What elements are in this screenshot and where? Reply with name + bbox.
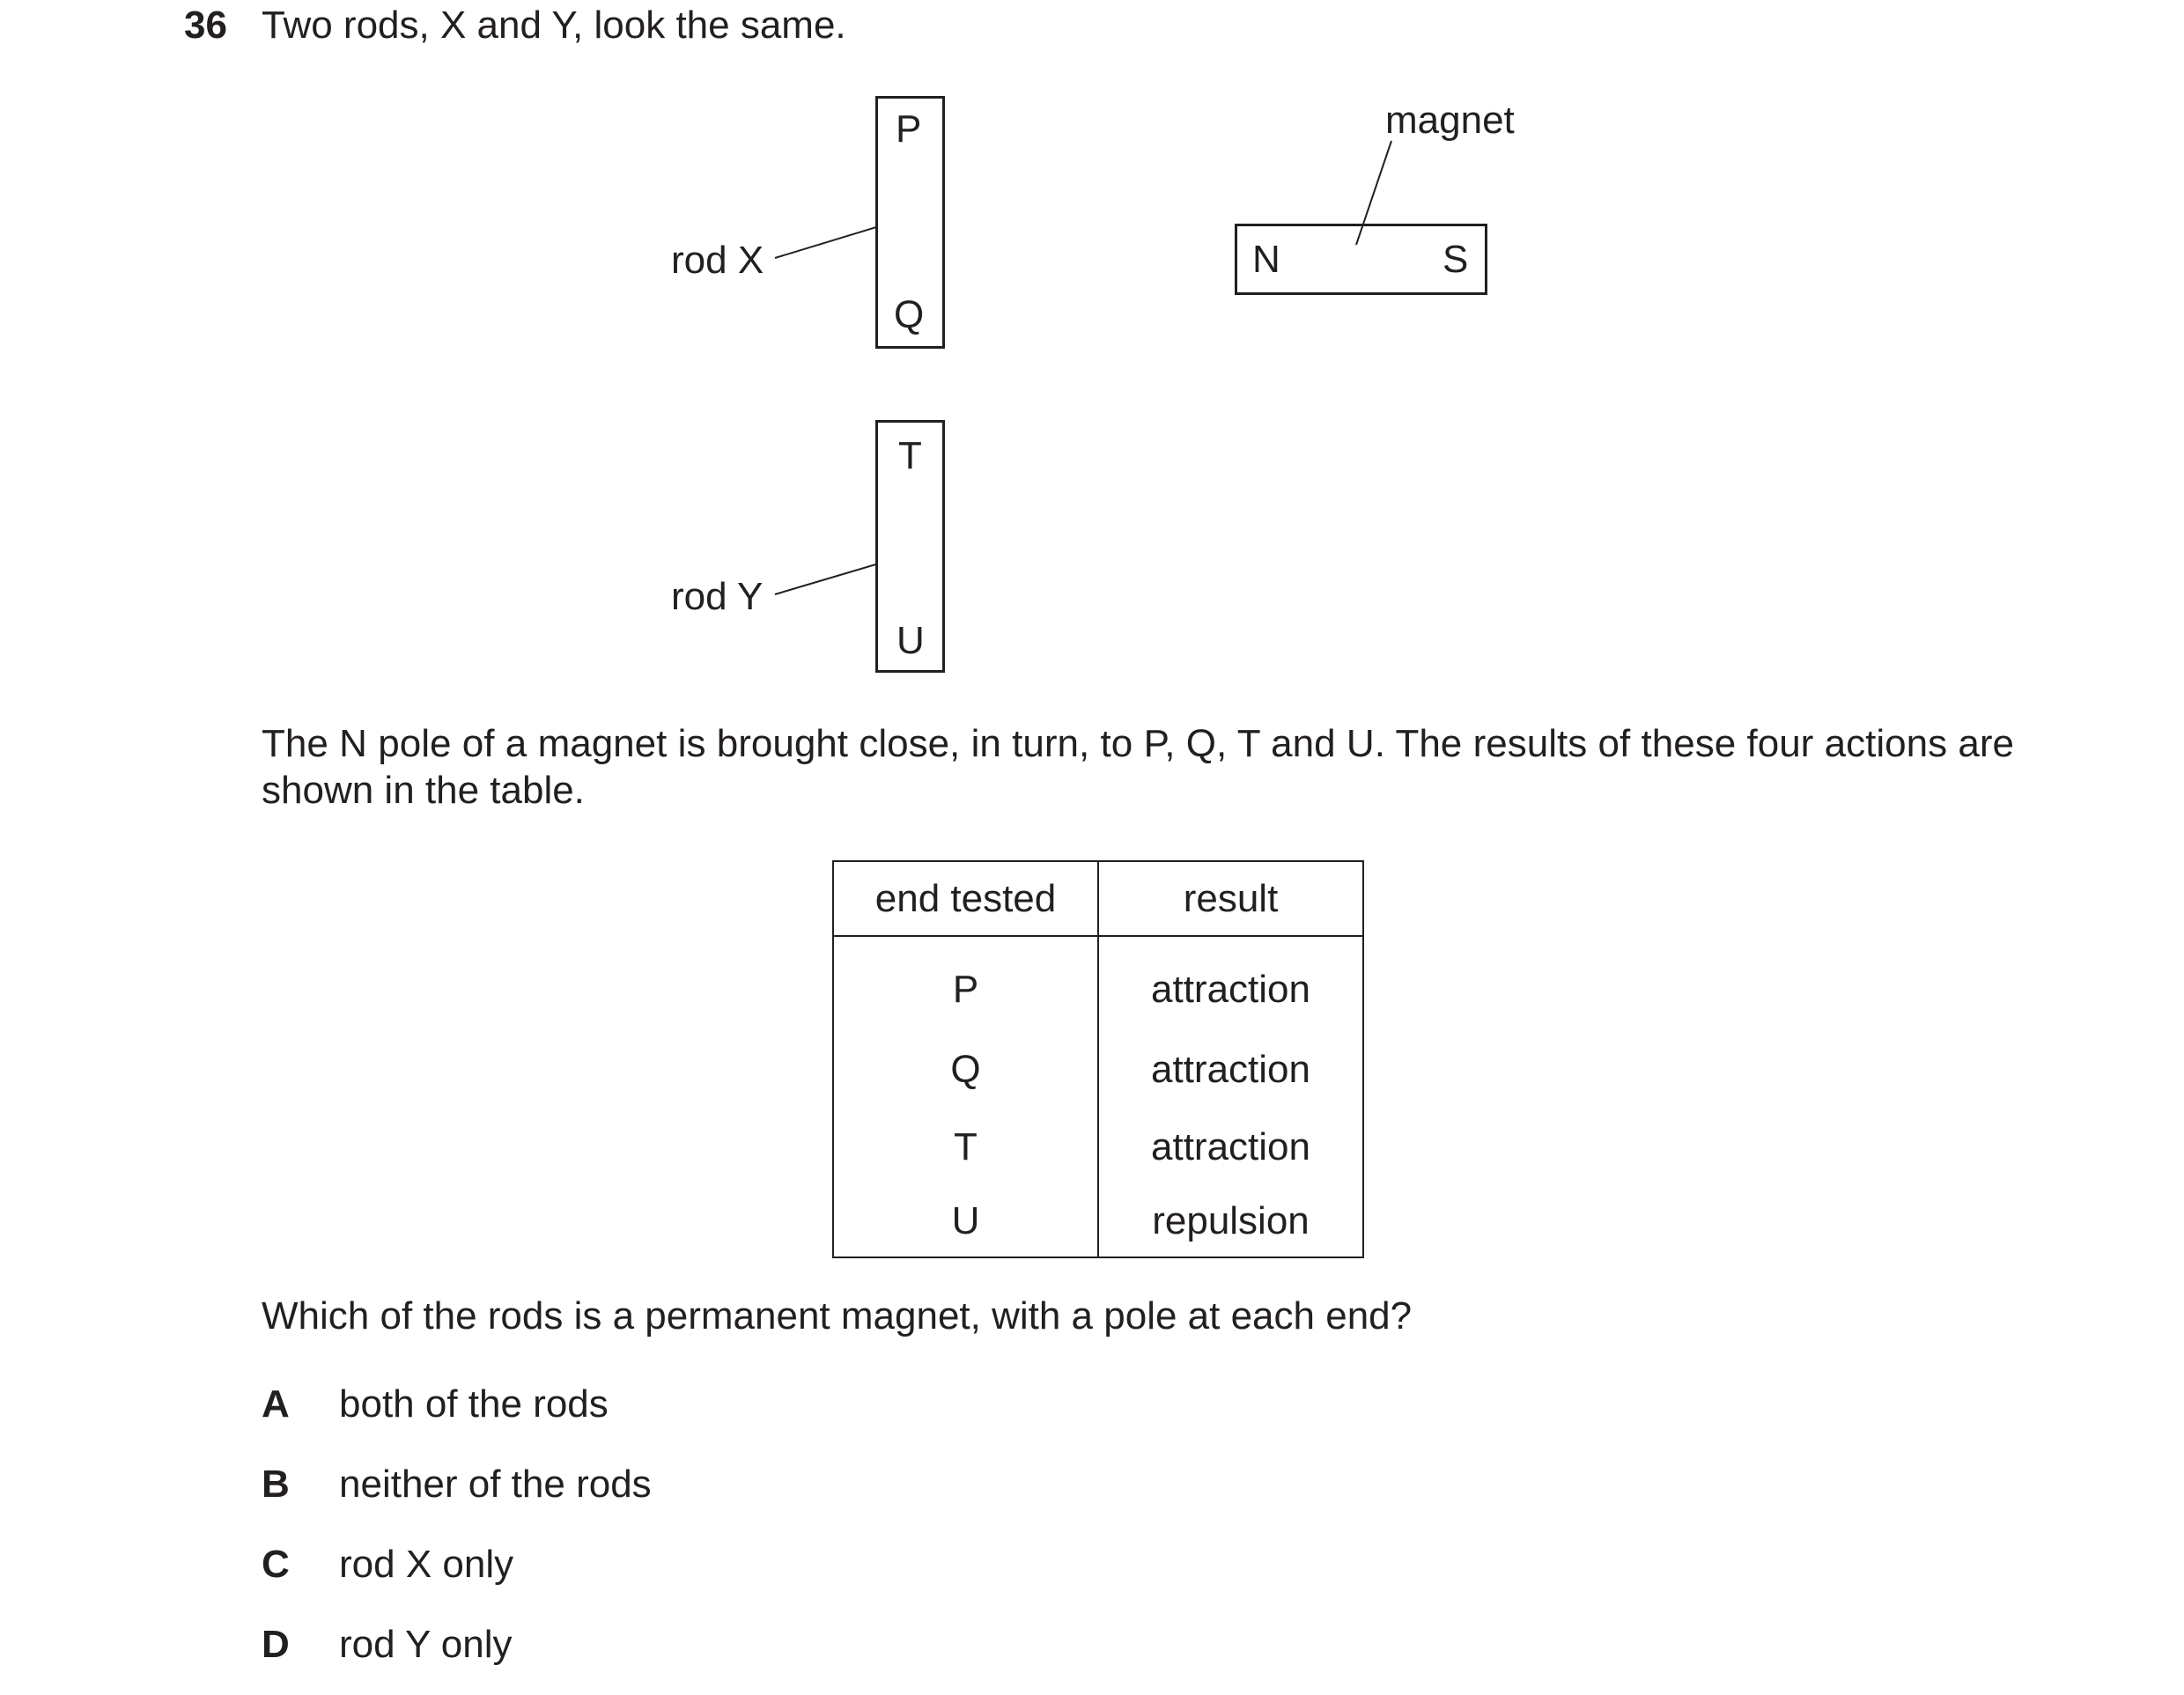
column-header-result: result <box>1098 861 1363 936</box>
option-a-text[interactable]: both of the rods <box>339 1382 609 1426</box>
cell-result: attraction <box>1098 936 1363 1031</box>
option-a-letter: A <box>262 1382 290 1426</box>
magnet-north-pole: N <box>1252 238 1280 281</box>
option-b-letter: B <box>262 1463 290 1506</box>
cell-result: repulsion <box>1098 1186 1363 1257</box>
option-d-letter: D <box>262 1623 290 1666</box>
table-row <box>833 1031 1363 1109</box>
cell-result: attraction <box>1098 1109 1363 1186</box>
magnet-south-pole: S <box>1442 238 1469 281</box>
option-d-text[interactable]: rod Y only <box>339 1623 513 1666</box>
magnet-label: magnet <box>1385 99 1515 142</box>
question-prompt: Which of the rods is a permanent magnet, with a pole at each end? <box>262 1294 1413 1338</box>
description-paragraph: The N pole of a magnet is brought close, in turn, to P, Q, T and U. The results of these four actions are shown in the table. <box>262 722 2014 812</box>
cell-end: P <box>833 936 1098 1031</box>
option-c-letter: C <box>262 1543 290 1586</box>
table-row <box>833 936 1363 1031</box>
rod-x-end-p: P <box>896 107 922 151</box>
cell-end: Q <box>833 1031 1098 1109</box>
table-header-row <box>833 861 1363 936</box>
rod-x-label: rod X <box>671 239 764 282</box>
question-stem: Two rods, X and Y, look the same. <box>262 4 846 47</box>
rod-y-label: rod Y <box>671 575 764 618</box>
option-c-text[interactable]: rod X only <box>339 1543 514 1586</box>
option-b-text[interactable]: neither of the rods <box>339 1463 652 1506</box>
cell-result: attraction <box>1098 1031 1363 1109</box>
cell-end: T <box>833 1109 1098 1186</box>
column-header-end-tested: end tested <box>833 861 1098 936</box>
rod-y-end-u: U <box>896 619 925 662</box>
results-table <box>832 860 1364 1258</box>
rod-y-end-t: T <box>898 434 922 477</box>
cell-end: U <box>833 1186 1098 1257</box>
table-row <box>833 1109 1363 1186</box>
question-number: 36 <box>184 4 227 47</box>
leader-lines <box>0 0 2184 704</box>
rod-x-end-q: Q <box>894 293 925 336</box>
table-row <box>833 1186 1363 1257</box>
